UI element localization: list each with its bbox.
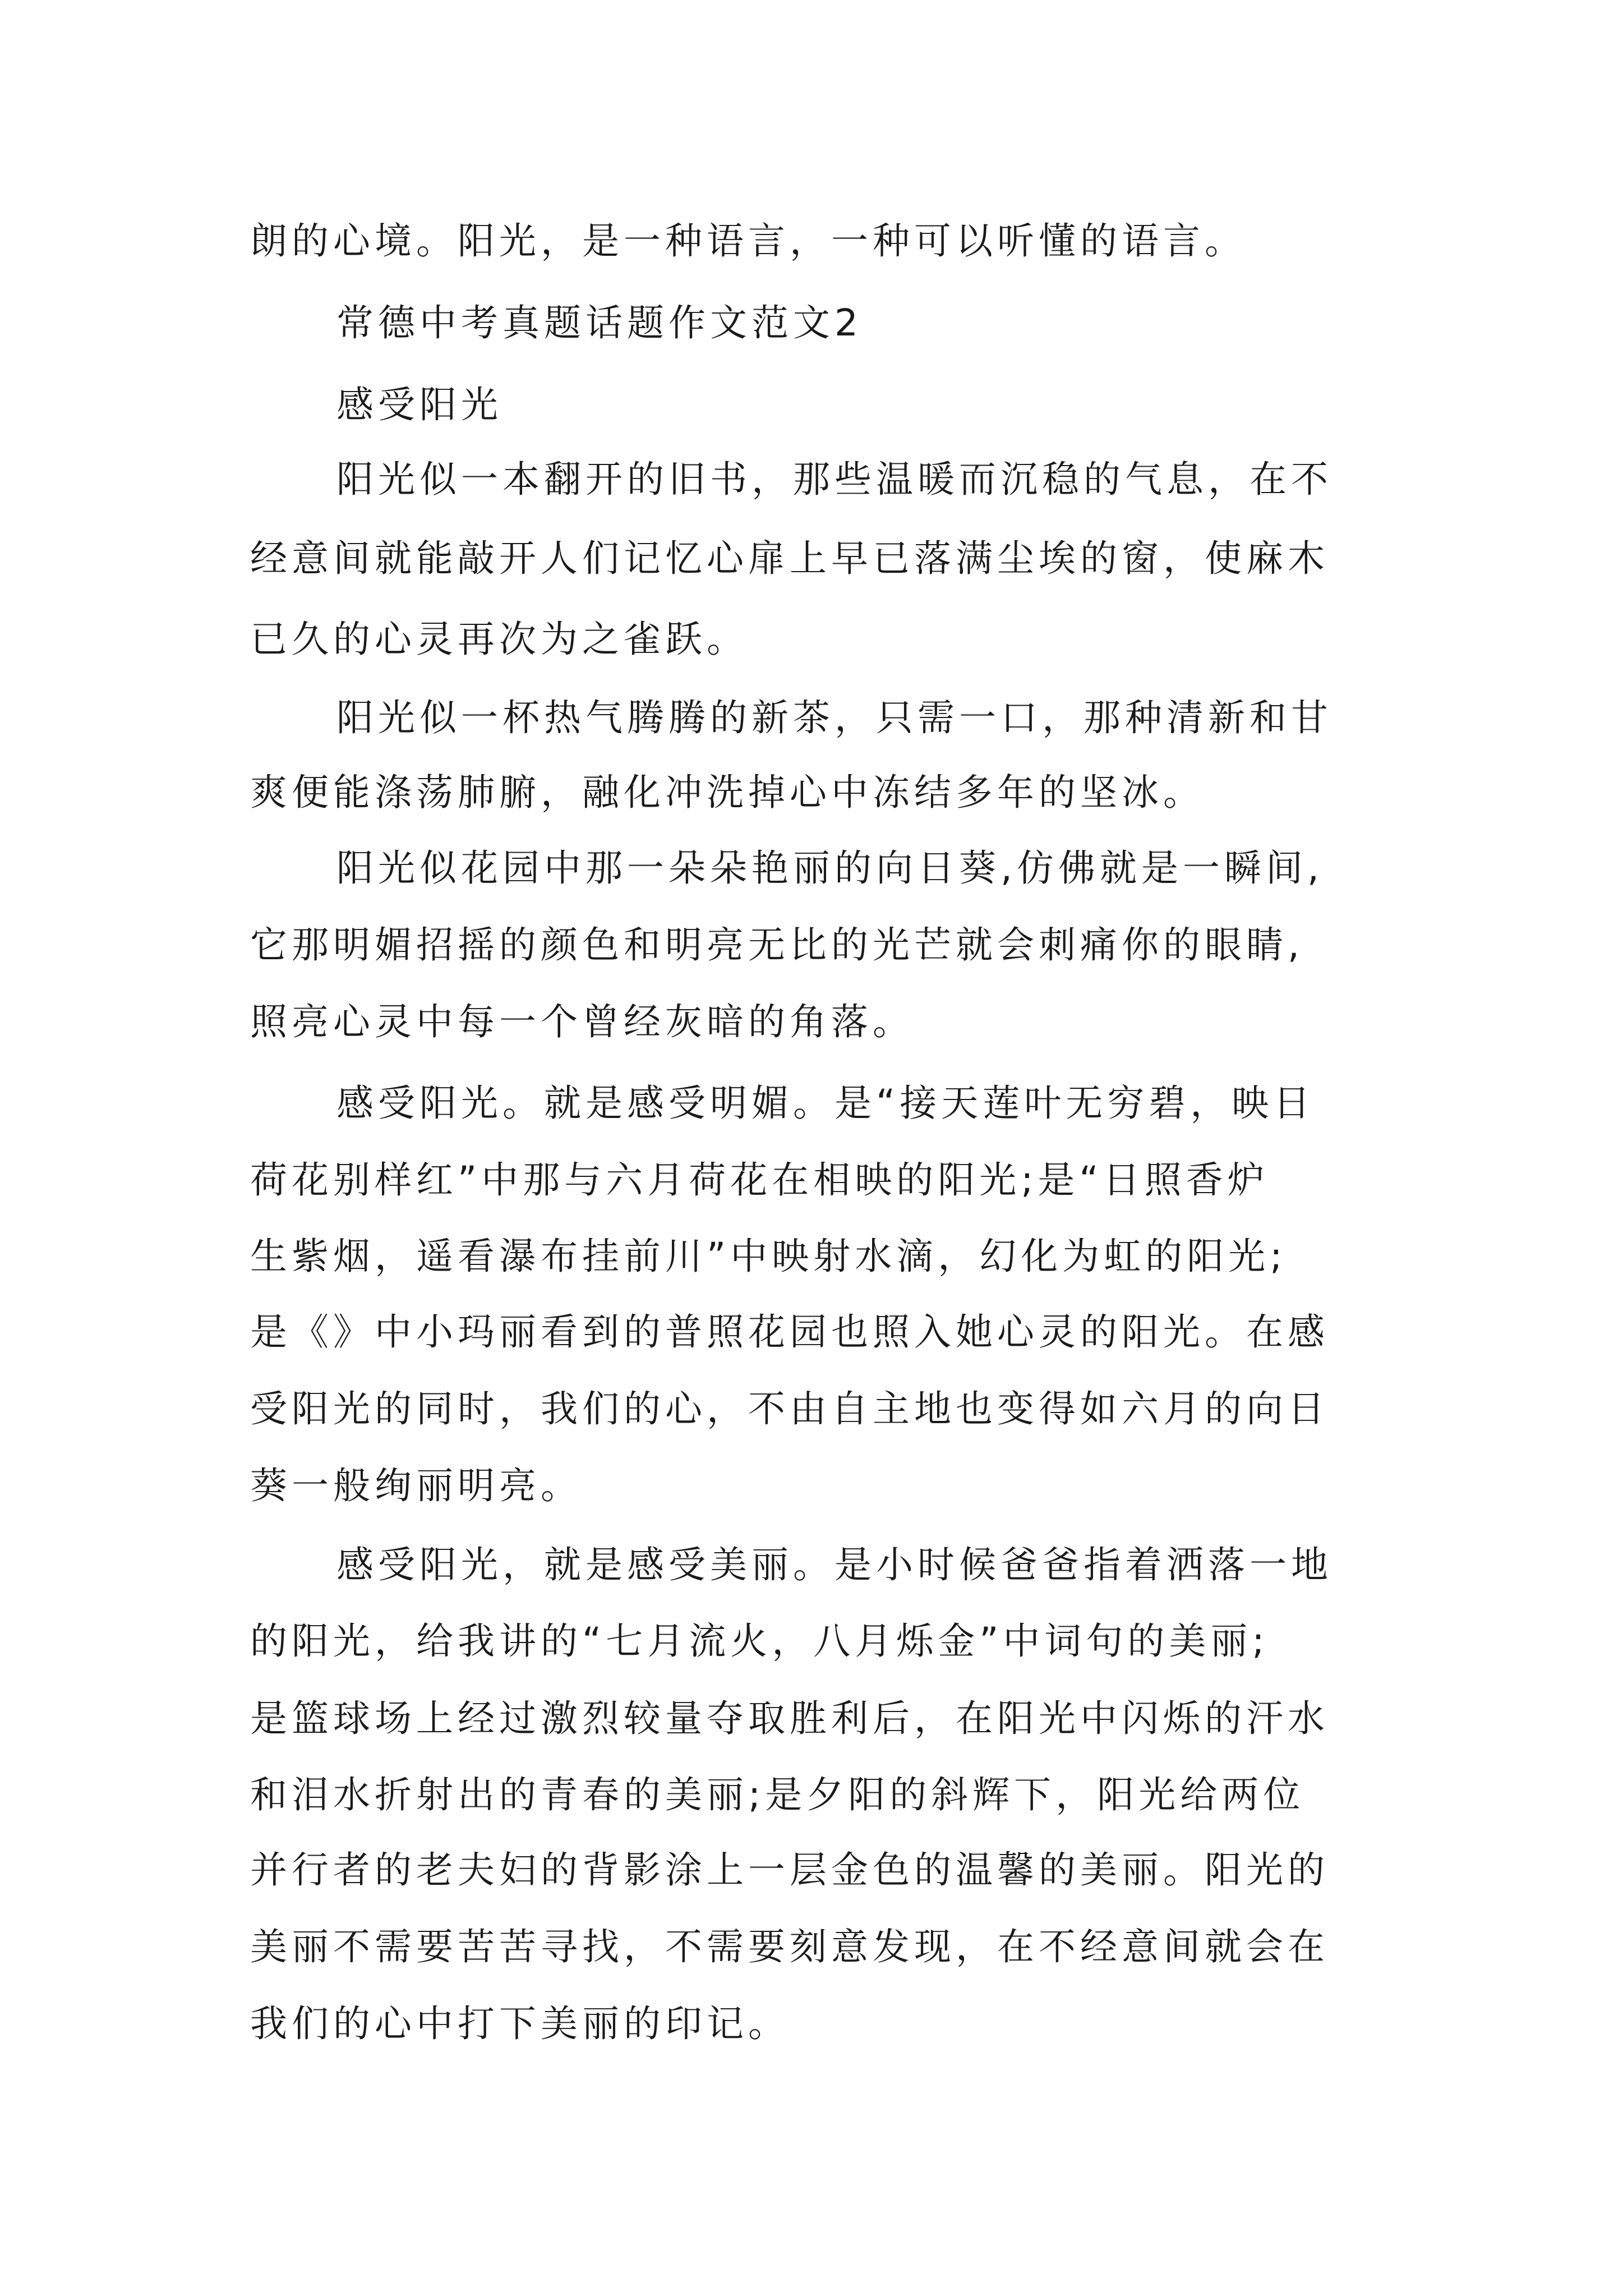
text-line: 它那明媚招摇的颜色和明亮无比的光芒就会刺痛你的眼睛, xyxy=(250,923,1304,967)
text-line: 感受阳光，就是感受美丽。是小时候爸爸指着洒落一地 xyxy=(336,1543,1332,1586)
text-line: 荷花别样红”中那与六月荷花在相映的阳光;是“日照香炉 xyxy=(250,1158,1269,1202)
text-line: 并行者的老夫妇的背影涂上一层金色的温馨的美丽。阳光的 xyxy=(250,1848,1329,1892)
text-line: 阳光似一本翻开的旧书，那些温暖而沉稳的气息，在不 xyxy=(336,458,1332,501)
text-line: 生紫烟，遥看瀑布挂前川”中映射水滴，幻化为虹的阳光; xyxy=(250,1235,1287,1278)
text-line: 我们的心中打下美丽的印记。 xyxy=(250,2002,790,2045)
text-line: 照亮心灵中每一个曾经灰暗的角落。 xyxy=(250,1000,914,1043)
text-line: 阳光似花园中那一朵朵艳丽的向日葵,仿佛就是一瞬间, xyxy=(336,846,1324,890)
text-line: 受阳光的同时，我们的心，不由自主地也变得如六月的向日 xyxy=(250,1387,1329,1430)
text-line: 美丽不需要苦苦寻找，不需要刻意发现，在不经意间就会在 xyxy=(250,1925,1329,1968)
section-heading: 常德中考真题话题作文范文2 xyxy=(336,301,863,344)
text-line: 葵一般绚丽明亮。 xyxy=(250,1464,582,1507)
text-line: 和泪水折射出的青春的美丽;是夕阳的斜辉下，阳光给两位 xyxy=(250,1773,1305,1816)
text-line: 是《》中小玛丽看到的普照花园也照入她心灵的阳光。在感 xyxy=(250,1310,1329,1354)
text-line: 经意间就能敲开人们记忆心扉上早已落满尘埃的窗，使麻木 xyxy=(250,537,1329,580)
text-line: 已久的心灵再次为之雀跃。 xyxy=(250,618,748,661)
essay-title: 感受阳光 xyxy=(336,383,502,426)
text-line: 阳光似一杯热气腾腾的新茶，只需一口，那种清新和甘 xyxy=(336,696,1332,739)
text-line: 感受阳光。就是感受明媚。是“接天莲叶无穷碧，映日 xyxy=(336,1082,1315,1125)
text-line: 是篮球场上经过激烈较量夺取胜利后，在阳光中闪烁的汗水 xyxy=(250,1697,1329,1740)
text-line: 朗的心境。阳光，是一种语言，一种可以听懂的语言。 xyxy=(250,219,1246,263)
text-line: 的阳光，给我讲的“七月流火，八月烁金”中词句的美丽; xyxy=(250,1619,1269,1663)
text-line: 爽便能涤荡肺腑，融化冲洗掉心中冻结多年的坚冰。 xyxy=(250,771,1205,814)
